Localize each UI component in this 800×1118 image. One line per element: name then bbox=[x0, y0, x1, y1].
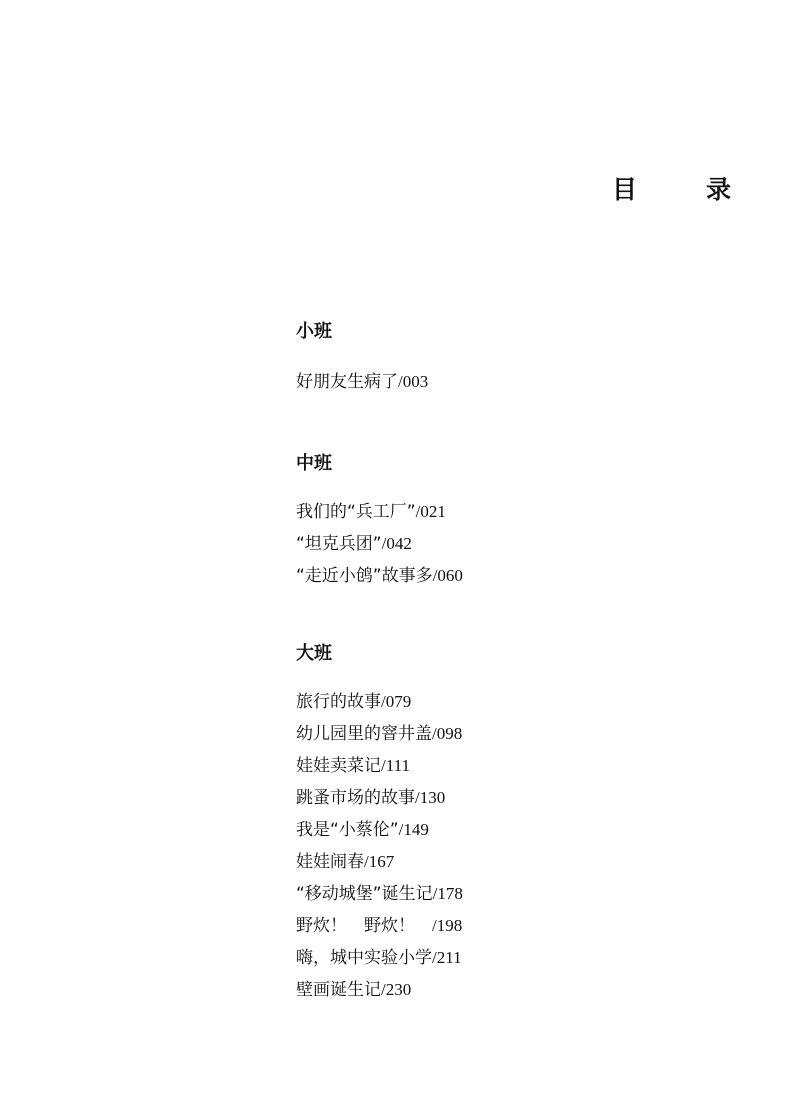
entry-page-number: /198 bbox=[432, 916, 463, 935]
entry-title: 我是“小蔡伦” bbox=[296, 820, 399, 840]
entry-page-number: /130 bbox=[415, 788, 446, 807]
toc-entry[interactable] bbox=[296, 718, 736, 750]
toc-entry[interactable] bbox=[296, 560, 736, 592]
entry-list bbox=[296, 366, 736, 398]
entry-title: 跳蚤市场的故事 bbox=[296, 788, 415, 808]
entry-title: 我们的“兵工厂” bbox=[296, 502, 416, 522]
entry-title: “坦克兵团” bbox=[296, 534, 382, 554]
page-title: 目 录 bbox=[612, 175, 754, 204]
toc-entry[interactable] bbox=[296, 496, 736, 528]
toc-section-middle-class bbox=[296, 450, 736, 592]
entry-page-number: /060 bbox=[432, 566, 463, 585]
toc-entry[interactable] bbox=[296, 942, 736, 974]
entry-title: 娃娃卖菜记 bbox=[296, 756, 381, 776]
entry-page-number: /111 bbox=[381, 756, 410, 775]
entry-title: 旅行的故事 bbox=[296, 692, 381, 712]
toc-entry[interactable] bbox=[296, 782, 736, 814]
entry-title: 嗨，城中实验小学 bbox=[296, 948, 432, 968]
toc-entry[interactable] bbox=[296, 528, 736, 560]
toc-entry[interactable] bbox=[296, 846, 736, 878]
entry-page-number: /167 bbox=[364, 852, 395, 871]
toc-section-large-class bbox=[296, 640, 736, 1006]
entry-page-number: /003 bbox=[398, 372, 429, 391]
entry-page-number: /149 bbox=[398, 820, 429, 839]
entry-title: 好朋友生病了 bbox=[296, 372, 398, 392]
entry-title: 娃娃闹春 bbox=[296, 852, 364, 872]
table-of-contents bbox=[296, 318, 736, 1006]
entry-page-number: /211 bbox=[432, 948, 462, 967]
toc-entry[interactable] bbox=[296, 910, 736, 942]
entry-list bbox=[296, 496, 736, 592]
entry-title: 野炊！ 野炊！ bbox=[296, 916, 432, 936]
entry-list bbox=[296, 686, 736, 1006]
toc-entry[interactable] bbox=[296, 878, 736, 910]
toc-entry[interactable] bbox=[296, 366, 736, 398]
entry-page-number: /079 bbox=[381, 692, 412, 711]
toc-entry[interactable] bbox=[296, 686, 736, 718]
section-heading: 小班 bbox=[296, 321, 332, 342]
toc-entry[interactable] bbox=[296, 750, 736, 782]
section-heading: 大班 bbox=[296, 643, 332, 664]
entry-page-number: /042 bbox=[381, 534, 412, 553]
toc-entry[interactable] bbox=[296, 974, 736, 1006]
toc-entry[interactable] bbox=[296, 814, 736, 846]
section-heading: 中班 bbox=[296, 453, 332, 474]
entry-page-number: /178 bbox=[432, 884, 463, 903]
entry-page-number: /021 bbox=[415, 502, 446, 521]
entry-title: “走近小鸧”故事多 bbox=[296, 566, 433, 586]
toc-section-small-class bbox=[296, 318, 736, 398]
entry-title: “移动城堡”诞生记 bbox=[296, 884, 433, 904]
entry-page-number: /230 bbox=[381, 980, 412, 999]
entry-title: 幼儿园里的窨井盖 bbox=[296, 724, 432, 744]
entry-page-number: /098 bbox=[432, 724, 463, 743]
entry-title: 壁画诞生记 bbox=[296, 980, 381, 1000]
